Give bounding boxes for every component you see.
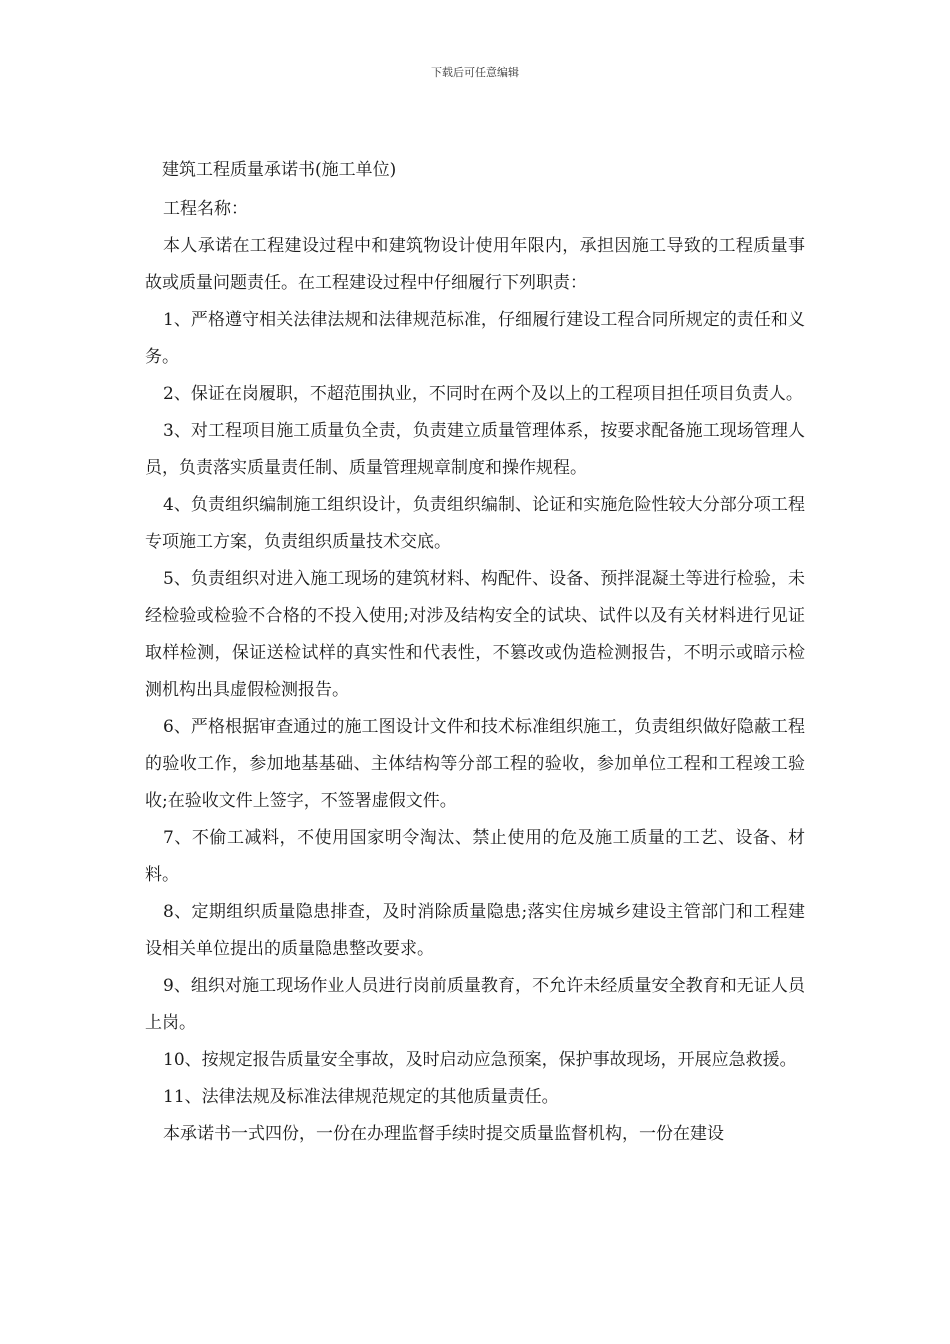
document-body	[145, 191, 805, 1153]
paragraph-item-1: 1、严格遵守相关法律法规和法律规范标准，仔细履行建设工程合同所规定的责任和义务。	[145, 310, 805, 367]
paragraph-intro: 本人承诺在工程建设过程中和建筑物设计使用年限内，承担因施工导致的工程质量事故或质量问题责任。在工程建设过程中仔细履行下列职责：	[145, 236, 805, 293]
paragraph-item-6: 6、严格根据审查通过的施工图设计文件和技术标准组织施工，负责组织做好隐蔽工程的验收工作，参加地基基础、主体结构等分部工程的验收，参加单位工程和工程竣工验收;在验收文件上签字，不签署虚假文件。	[145, 717, 805, 811]
paragraph-item-9: 9、组织对施工现场作业人员进行岗前质量教育，不允许未经质量安全教育和无证人员上岗。	[145, 976, 805, 1033]
paragraph-item-11: 11、法律法规及标准法律规范规定的其他质量责任。	[163, 1087, 559, 1107]
paragraph-item-8: 8、定期组织质量隐患排查，及时消除质量隐患;落实住房城乡建设主管部门和工程建设相关单位提出的质量隐患整改要求。	[145, 902, 805, 959]
paragraph-item-4: 4、负责组织编制施工组织设计，负责组织编制、论证和实施危险性较大分部分项工程专项施工方案，负责组织质量技术交底。	[145, 495, 805, 552]
project-name-label: 工程名称：	[163, 199, 248, 219]
paragraph-item-10: 10、按规定报告质量安全事故，及时启动应急预案，保护事故现场，开展应急救援。	[163, 1050, 797, 1070]
page-header-note: 下载后可任意编辑	[431, 66, 519, 79]
paragraph-item-2: 2、保证在岗履职，不超范围执业，不同时在两个及以上的工程项目担任项目负责人。	[163, 384, 803, 404]
paragraph-item-3: 3、对工程项目施工质量负全责，负责建立质量管理体系，按要求配备施工现场管理人员，负责落实质量责任制、质量管理规章制度和操作规程。	[145, 421, 805, 478]
paragraph-item-5: 5、负责组织对进入施工现场的建筑材料、构配件、设备、预拌混凝土等进行检验，未经检验或检验不合格的不投入使用;对涉及结构安全的试块、试件以及有关材料进行见证取样检测，保证送检试样的真实性和代表性，不篡改或伪造检测报告，不明示或暗示检测机构出具虚假检测报告。	[145, 569, 805, 700]
paragraph-item-7: 7、不偷工减料，不使用国家明令淘汰、禁止使用的危及施工质量的工艺、设备、材料。	[145, 828, 805, 885]
paragraph-closing: 本承诺书一式四份，一份在办理监督手续时提交质量监督机构，一份在建设	[163, 1124, 724, 1144]
document-title: 建筑工程质量承诺书(施工单位)	[162, 160, 397, 180]
